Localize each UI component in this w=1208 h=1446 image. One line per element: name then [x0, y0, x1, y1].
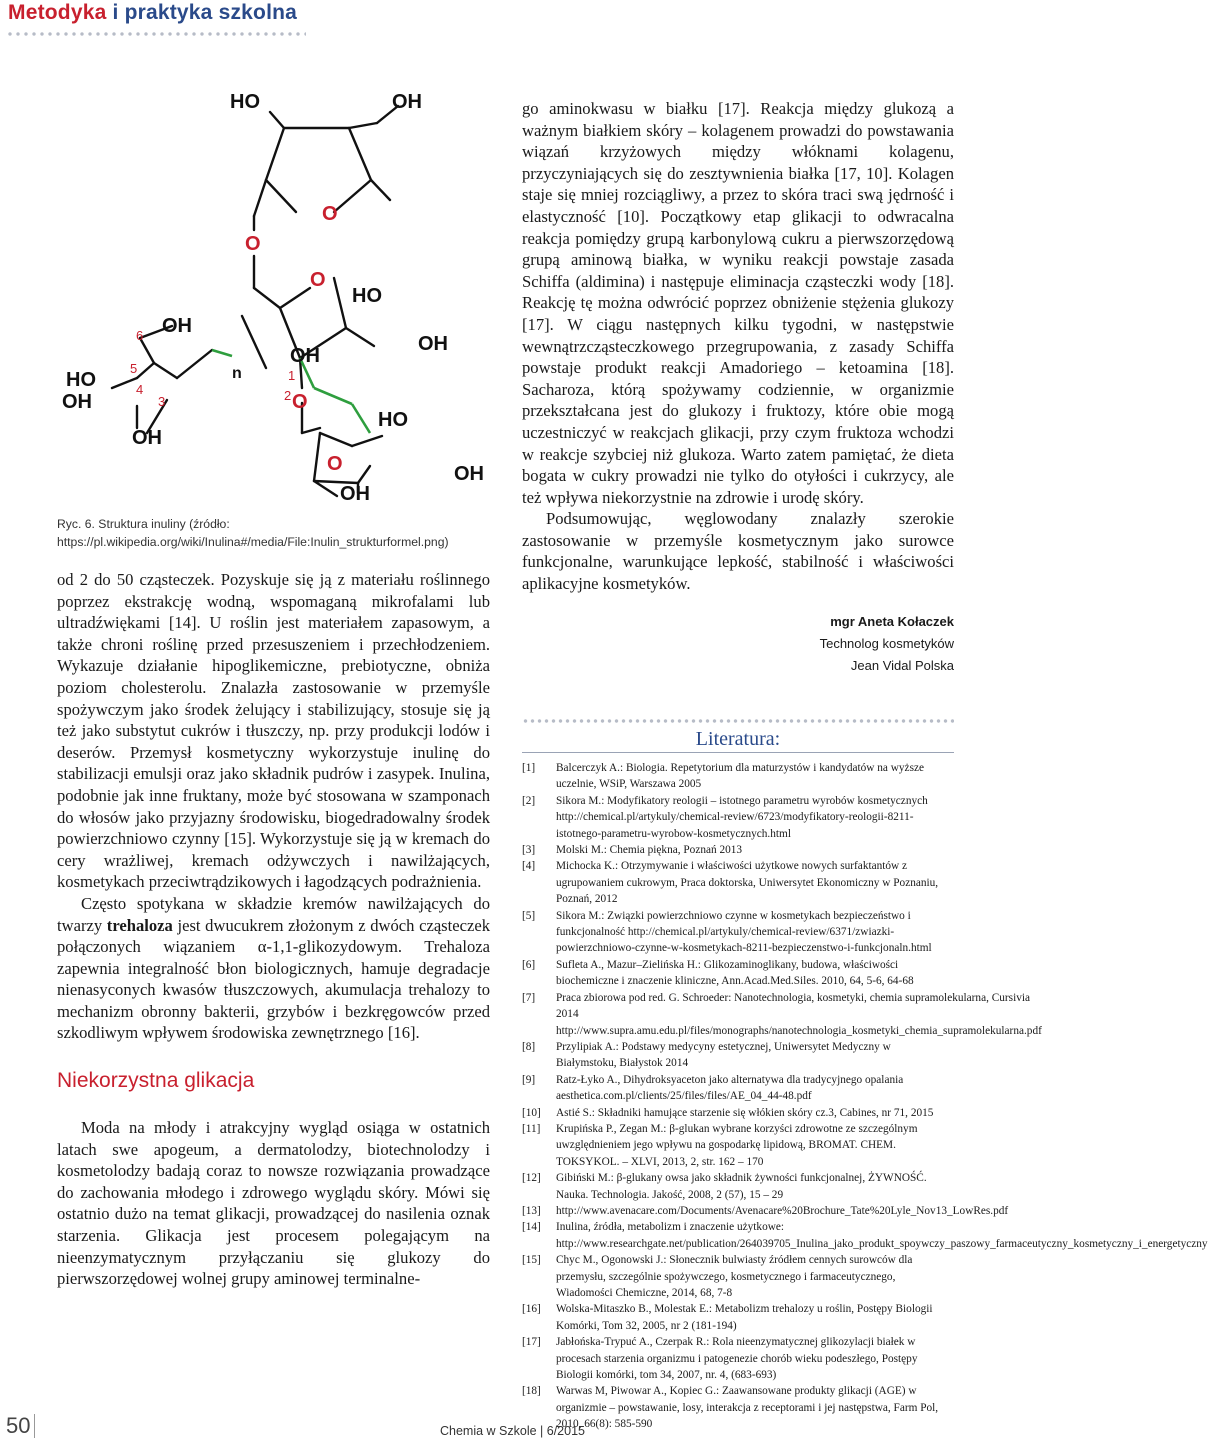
- reference-text: Przylipiak A.: Podstawy medycyny estetycznej, Uniwersytet Medyczny w Białymstoku, Białystok 2014: [556, 1040, 891, 1070]
- section-heading: Niekorzystna glikacja: [57, 1069, 255, 1093]
- literature-dotted-rule: [522, 718, 954, 724]
- reference-text: Inulina, źródła, metabolizm i znaczenie użytkowe: http://www.researchgate.net/publication/264039705_Inulina_jako_produkt_spoywczy_paszowy_farmaceutyczny_kosmetyczny_i_energetyczny: [556, 1221, 1208, 1250]
- reference-text: Sufleta A., Mazur–Zielińska H.: Glikozaminoglikany, budowa, właściwości biochemiczne i znaczenie kliniczne, Ann.Acad.Med.Siles. 2010, 64, 5-6, 64-68: [556, 958, 914, 988]
- paragraph: Moda na młody i atrakcyjny wygląd osiąga w ostatnich latach swe apogeum, a dermatolodzy, biotechnolodzy i kosmetolodzy badają coraz to nowsze rozwiązania prowadzące do zachowania młodego i zdrowego wyglądu skóry. Mówi się ostatnio dużo na temat glikacji, prowadzącej do nasilenia oznak starzenia. Glikacja jest procesem polegającym na nieenzymatycznym przyłączaniu się glukozy do pierwszorzędowej wolnej grupy aminowej terminalne-: [57, 1118, 490, 1289]
- reference-item: [522, 1334, 954, 1383]
- author-block: [522, 611, 954, 677]
- author-company: Jean Vidal Polska: [850, 657, 954, 673]
- paragraph-text: Często spotykana w składzie kremów nawilżających do twarzy: [57, 893, 490, 935]
- label-num-3: 3: [158, 394, 166, 409]
- paragraph-text: jest dwucukrem złożonym z dwóch cząsteczek połączonych wiązaniem α-1,1-glikozydowym. Trehaloza zapewnia integralność błon biologicznych, hamuje degradacje nienasyconych kwasów tłuszczowych, akumulacja trehalozy to mechanizm obronny bakterii, grzybów i bezkręgowców przed szkodliwym wpływem środowiska zewnętrznego [16].: [57, 915, 491, 1043]
- inulin-structure-diagram: [52, 88, 502, 508]
- label-num-1: 1: [288, 368, 296, 383]
- label-n: n: [232, 365, 242, 382]
- reference-text: Praca zbiorowa pod red. G. Schroeder: Nanotechnologia, kosmetyki, chemia supramolekularna, Cursivia 2014 http://www.supra.amu.edu.pl/files/monographs/nanotechnologia_kosmetyki_chemia_supramolekularna.pdf: [556, 991, 1042, 1037]
- reference-number: [12]: [522, 1172, 541, 1185]
- reference-text: http://www.avenacare.com/Documents/Avenacare%20Brochure_Tate%20Lyle_Nov13_LowRes.pdf: [556, 1204, 1009, 1217]
- label-o-link: O: [245, 233, 261, 255]
- reference-item: [522, 842, 954, 858]
- label-oh-lower-right: OH: [454, 463, 484, 485]
- reference-text: Warwas M, Piwowar A., Kopiec G.: Zaawansowane produkty glikacji (AGE) w organizmie – powstawanie, losy, interakcja z receptorami i jej następstwa, Farm Pol, 2010, 66(8): 585-590: [556, 1385, 939, 1431]
- reference-number: [10]: [522, 1106, 541, 1119]
- reference-text: Chyc M., Ogonowski J.: Słonecznik bulwiasty źródłem cennych surowców dla przemysłu, szczególnie spożywczego, kosmetycznego i farmaceutycznego, Wiadomości Chemiczne, 2014, 68, 7-8: [556, 1254, 913, 1299]
- reference-text: Sikora M.: Modyfikatory reologii – istotnego parametru wyrobów kosmetycznych http://chemical.pl/artykuly/chemical-review/6723/modyfikatory-reologii-8211-istotnego-parametru-wyrobow-kosmetycznych.html: [556, 794, 928, 840]
- section-title: [8, 0, 297, 26]
- reference-item: [522, 908, 954, 957]
- reference-item: [522, 1039, 954, 1072]
- label-oh-mid: OH: [290, 345, 320, 367]
- reference-number: [2]: [522, 794, 536, 807]
- paragraph-trehalose: [57, 893, 490, 1044]
- literature-divider: [522, 752, 954, 753]
- reference-item: [522, 793, 954, 842]
- reference-item: [522, 1252, 954, 1301]
- reference-number: [9]: [522, 1073, 536, 1086]
- reference-item: [522, 1301, 954, 1334]
- journal-name: Chemia w Szkole | 6/2015: [440, 1424, 585, 1438]
- reference-number: [13]: [522, 1204, 541, 1217]
- reference-number: [18]: [522, 1385, 541, 1398]
- section-title-accent: Metodyka: [8, 1, 107, 24]
- page-header: [0, 0, 960, 40]
- reference-text: Krupińska P., Zegan M.: β-glukan wybrane korzyści zdrowotne ze szczególnym uwzględnieniem jego wpływu na gospodarkę lipidową, BROMAT. CHEM. TOKSYKOL. – XLVI, 2013, 2, str. 162 – 170: [556, 1122, 918, 1168]
- reference-number: [14]: [522, 1221, 541, 1234]
- footer-divider: [34, 1414, 35, 1438]
- label-o-ring2: O: [310, 269, 326, 291]
- label-ho-left: HO: [66, 369, 96, 391]
- reference-item: [522, 760, 954, 793]
- label-oh-left-bot: OH: [132, 427, 162, 449]
- label-oh-left-top: OH: [162, 315, 192, 337]
- reference-item: [522, 1072, 954, 1105]
- reference-number: [11]: [522, 1122, 541, 1135]
- reference-list: [522, 760, 1208, 1433]
- reference-item: [522, 1383, 954, 1432]
- reference-number: [17]: [522, 1336, 541, 1349]
- reference-text: Ratz-Łyko A., Dihydroksyaceton jako alternatywa dla tradycyjnego opalania aesthetica.com.pl/clients/25/files/files/AE_04_44-48.pdf: [556, 1073, 904, 1103]
- label-o-lower-ring: O: [327, 453, 343, 475]
- reference-number: [8]: [522, 1040, 536, 1053]
- label-oh-bottom: OH: [340, 483, 370, 505]
- header-dotted-rule: [6, 31, 306, 37]
- reference-text: Astié S.: Składniki hamujące starzenie się włókien skóry cz.3, Cabines, nr 71, 2015: [556, 1106, 934, 1119]
- reference-item: [522, 858, 954, 907]
- label-o-top-ring: O: [322, 203, 338, 225]
- reference-item: [522, 1105, 954, 1121]
- label-num-5: 5: [130, 361, 138, 376]
- reference-number: [1]: [522, 762, 536, 774]
- reference-number: [3]: [522, 844, 536, 857]
- page-number: 50: [6, 1413, 31, 1438]
- reference-number: [5]: [522, 909, 536, 922]
- reference-text: Gibiński M.: β-glukany owsa jako składnik żywności funkcjonalnej, ŻYWNOŚĆ. Nauka. Technologia. Jakość, 2008, 2 (57), 15 – 29: [556, 1172, 927, 1201]
- reference-number: [4]: [522, 860, 536, 873]
- label-num-6: 6: [136, 328, 144, 343]
- author-name: mgr Aneta Kołaczek: [830, 613, 954, 629]
- reference-number: [15]: [522, 1254, 541, 1267]
- reference-text: Balcerczyk A.: Biologia. Repetytorium dla maturzystów i kandydatów na wyższe uczelnie, WSiP, Warszawa 2005: [556, 762, 924, 791]
- author-role: Technolog kosmetyków: [819, 635, 954, 651]
- label-oh-right: OH: [418, 333, 448, 355]
- reference-text: Molski M.: Chemia piękna, Poznań 2013: [556, 844, 743, 857]
- label-num-4: 4: [136, 382, 144, 397]
- reference-item: [522, 1219, 1208, 1252]
- reference-text: Michocka K.: Otrzymywanie i właściwości użytkowe nowych surfaktantów z ugrupowaniem cukrowym, Praca doktorska, Uniwersytet Ekonomiczny w Poznaniu, Poznań, 2012: [556, 860, 939, 906]
- right-column: [522, 98, 954, 677]
- left-column: [57, 569, 490, 1290]
- reference-item: [522, 1121, 954, 1170]
- label-ho-top: HO: [230, 91, 260, 113]
- section-title-rest: i praktyka szkolna: [106, 1, 298, 24]
- reference-text: Wolska-Mitaszko B., Molestak E.: Metabolizm trehalozy u roślin, Postępy Biologii Komórki, Tom 32, 2005, nr 2 (181-194): [556, 1303, 933, 1332]
- label-ho-lower: HO: [378, 409, 408, 431]
- reference-text: Jabłońska-Trypuć A., Czerpak R.: Rola nieenzymatycznej glikozylacji białek w procesach starzenia organizmu i patogenezie chorób wieku podeszłego, Postępy Biologii komórki, tom 34, 2007, nr. 4, (683-693): [556, 1336, 918, 1382]
- inulin-structure-figure: [52, 88, 502, 508]
- paragraph: go aminokwasu w białku [17]. Reakcja między glukozą a ważnym białkiem skóry – kolagenem prowadzi do powstawania wiązań krzyżowych między włóknami kolagenu, przyczyniających się do zesztywnienia białka [17, 10]. Kolagen staje się mniej rozciągliwy, a przez to skóra traci swą jędrność i elastyczność [10]. Początkowy etap glikacji to odwracalna reakcja pomiędzy grupą karbonylową cukru a pierwszorzędową grupą aminową białka, w wyniku reakcji powstaje zasada Schiffa (aldimina) i następuje eliminacja cząsteczki wody [18]. Reakcję tę można odwrócić poprzez obniżenie stężenia glukozy [17]. W ciągu następnych kilku tygodni, w następstwie wewnątrzcząsteczkowego przegrupowania, z zasady Schiffa powstaje produkt reakcji Amadoriego – ketoamina [18]. Sacharoza, którą spożywamy codziennie, w organizmie przekształcana jest do glukozy i fruktozy, które obie mogą uczestniczyć w reakcjach glikacji, przy czym fruktoza wchodzi w reakcje szybciej niż glukoza. Warto zatem pamiętać, że dieta bogata w cukry prowadzi nie tylko do otyłości i cukrzycy, ale też wpływa niekorzystnie na zdrowie i urodę skóry.: [522, 99, 954, 507]
- reference-item: [522, 1170, 954, 1203]
- reference-number: [6]: [522, 958, 536, 971]
- paragraph: od 2 do 50 cząsteczek. Pozyskuje się ją z materiału roślinnego poprzez ekstrakcję wodną, wspomaganą mikrofalami lub ultradźwiękami [14]. U roślin jest materiałem zapasowym, a także chroni roślinę przed przesuszeniem i przechłodzeniem. Wykazuje działanie hipoglikemiczne, prebiotyczne, obniża poziom cholesterolu. Znalazła zastosowanie w przemyśle spożywczym jako środek żelujący i stabilizujący, stosuje się ją też jako substytut cukrów i tłuszczy, np. przy produkcji lodów i deserów. Przemysł kosmetyczny wykorzystuje inulinę do stabilizacji emulsji oraz jako składnik pudrów i zasypek. Inulina, podobnie jak inne fruktany, może być stosowana w szamponach do włosów jako przyjazny środowisku, biogedradowalny środek powierzchniowo czynny [15]. Wykorzystuje się ją w kremach do cery wrażliwej, kremach odżywczych i nawilżających, kosmetykach przeciwtrądzikowych i łagodzących podrażnienia.: [57, 570, 490, 892]
- bold-term: trehaloza: [106, 915, 173, 935]
- paragraph: Podsumowując, węglowodany znalazły szerokie zastosowanie w przemyśle kosmetycznym jako surowce funkcjonalne, warunkujące lepkość, stabilność i właściwości aplikacyjne kosmetyków.: [522, 509, 954, 594]
- reference-item: [522, 1203, 1009, 1219]
- reference-text: Sikora M.: Związki powierzchniowo czynne w kosmetykach bezpieczeństwo i funkcjonalność http://chemical.pl/artykuly/chemical-review/6371/zwiazki-powierzchniowo-czynne-w-kosmetykach-8211-bezpieczenstwo-i-funkcjonaln.html: [556, 909, 932, 955]
- reference-item: [522, 957, 954, 990]
- label-num-2: 2: [284, 388, 292, 403]
- label-oh-top-right: OH: [392, 91, 422, 113]
- label-ho-mid: HO: [352, 285, 382, 307]
- label-o-red: O: [292, 391, 308, 413]
- label-oh-left-mid: OH: [62, 391, 92, 413]
- figure-caption: Ryc. 6. Struktura inuliny (źródło: https://pl.wikipedia.org/wiki/Inulina#/media/File:Inulin_strukturformel.png): [57, 517, 449, 549]
- reference-item: [522, 990, 1042, 1039]
- reference-number: [16]: [522, 1303, 541, 1316]
- reference-number: [7]: [522, 991, 536, 1004]
- literature-title: Literatura:: [695, 728, 781, 750]
